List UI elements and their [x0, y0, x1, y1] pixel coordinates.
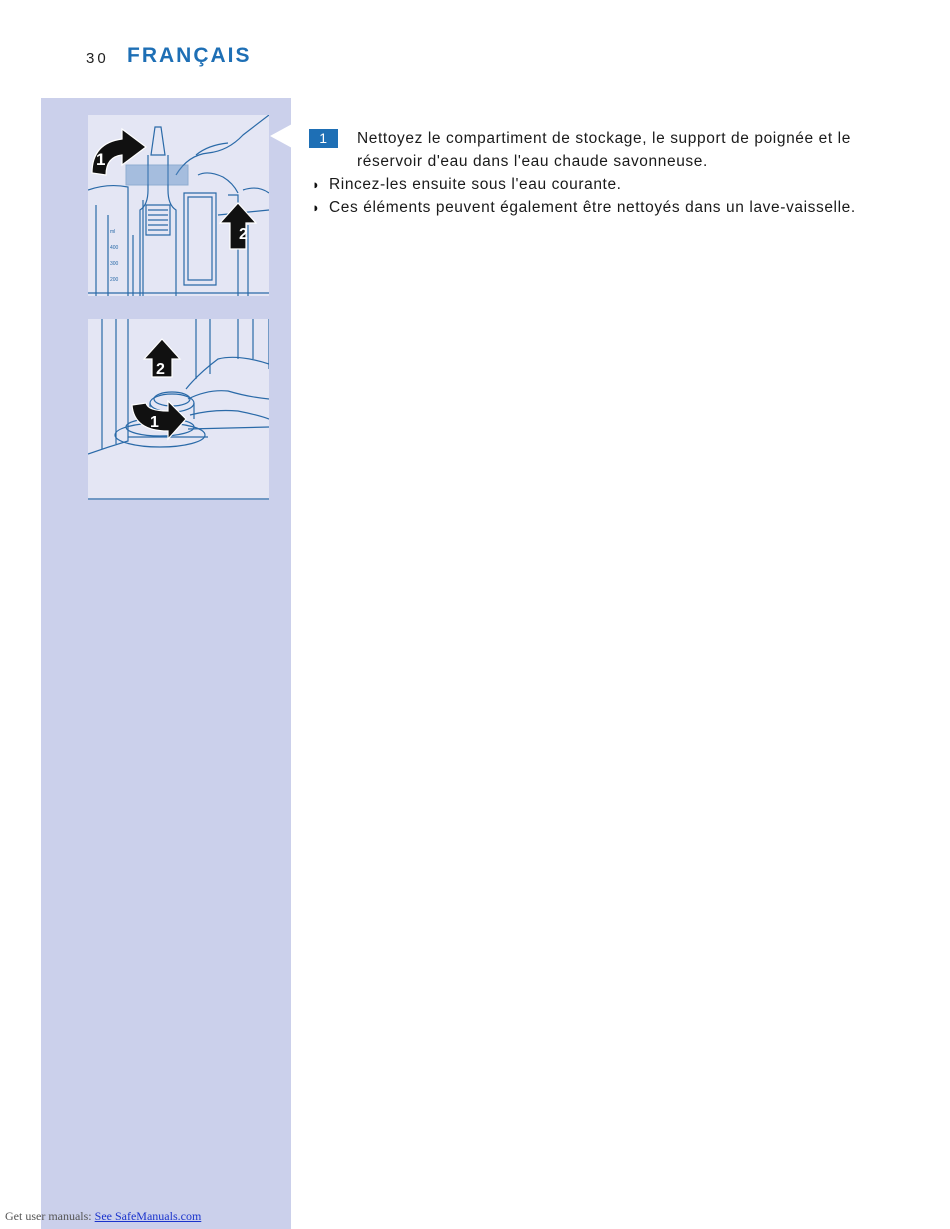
arrow-2-label: 2 — [239, 226, 248, 243]
bullet-icon: ◗ — [312, 177, 321, 192]
step-1 — [309, 127, 909, 173]
scale-mark-ml: ml — [110, 229, 116, 235]
step-number-badge: 1 — [309, 129, 338, 148]
step-text-line-1: Nettoyez le compartiment de stockage, le support de poignée et le — [357, 130, 851, 147]
step-pointer — [270, 124, 292, 148]
scale-mark-400: 400 — [110, 245, 119, 251]
safemanuals-link[interactable]: See SafeManuals.com — [94, 1209, 202, 1223]
instructions — [309, 127, 909, 219]
bullet-icon: ◗ — [312, 200, 321, 215]
section-title: FRANÇAIS — [127, 44, 252, 67]
page-number: 30 — [86, 50, 109, 67]
footer — [5, 1209, 201, 1224]
illustration-remove-cap — [88, 319, 269, 500]
bullet-item — [309, 173, 909, 196]
illustration-remove-tank — [88, 115, 269, 296]
scale-mark-300: 300 — [110, 261, 119, 267]
step-text-line-2: réservoir d'eau dans l'eau chaude savonneuse. — [357, 153, 708, 170]
arrow-2-label-second: 2 — [156, 361, 165, 378]
lift-arrow-icon — [220, 203, 256, 249]
arrow-1-label-second: 1 — [150, 414, 159, 431]
bullet-text: Rincez-les ensuite sous l'eau courante. — [329, 176, 622, 193]
bullet-item — [309, 196, 909, 219]
bullet-text: Ces éléments peuvent également être nettoyés dans un lave-vaisselle. — [329, 199, 856, 216]
footer-prefix: Get user manuals: — [5, 1209, 92, 1223]
arrow-1-label: 1 — [96, 150, 106, 169]
rotate-arrow-icon — [132, 401, 186, 439]
illustration-1-drawing — [88, 115, 269, 296]
lift-arrow-icon — [144, 339, 180, 378]
scale-mark-200: 200 — [110, 277, 119, 283]
illustration-2-drawing — [88, 319, 269, 500]
